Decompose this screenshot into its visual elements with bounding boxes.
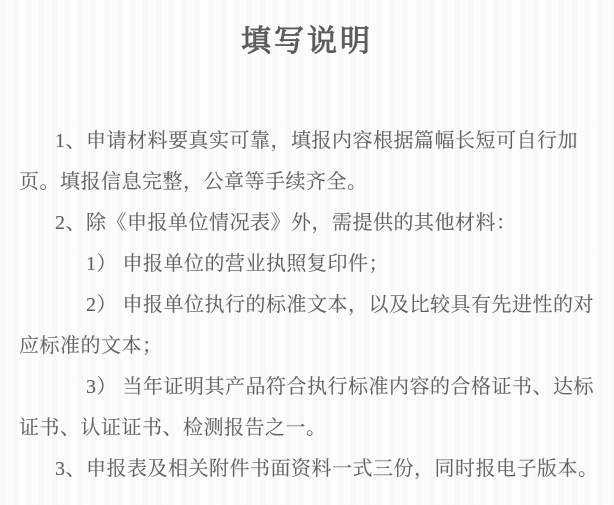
text-line (0, 244, 614, 285)
text-line (0, 162, 614, 203)
line-text: 证书、认证证书、检测报告之一。 (19, 417, 327, 439)
line-text: 3） 当年证明其产品符合执行标准内容的合格证书、达标 (86, 376, 594, 398)
text-line (0, 449, 614, 490)
text-line (0, 203, 614, 244)
text-line (0, 367, 614, 408)
body-text (0, 121, 614, 490)
line-text: 3、申报表及相关附件书面资料一式三份，同时报电子版本。 (55, 458, 599, 480)
text-line (0, 285, 614, 326)
line-text: 1） 申报单位的营业执照复印件； (86, 253, 389, 275)
text-line (0, 121, 614, 162)
line-text: 应标准的文本； (19, 335, 163, 357)
line-text: 2） 申报单位执行的标准文本，以及比较具有先进性的对 (86, 294, 594, 316)
text-line (0, 408, 614, 449)
text-line (0, 326, 614, 367)
page-title: 填写说明 (241, 25, 373, 58)
line-text: 1、申请材料要真实可靠，填报内容根据篇幅长短可自行加 (55, 130, 578, 152)
line-text: 2、除《申报单位情况表》外，需提供的其他材料： (55, 212, 517, 234)
line-text: 页。填报信息完整，公章等手续齐全。 (19, 171, 368, 193)
